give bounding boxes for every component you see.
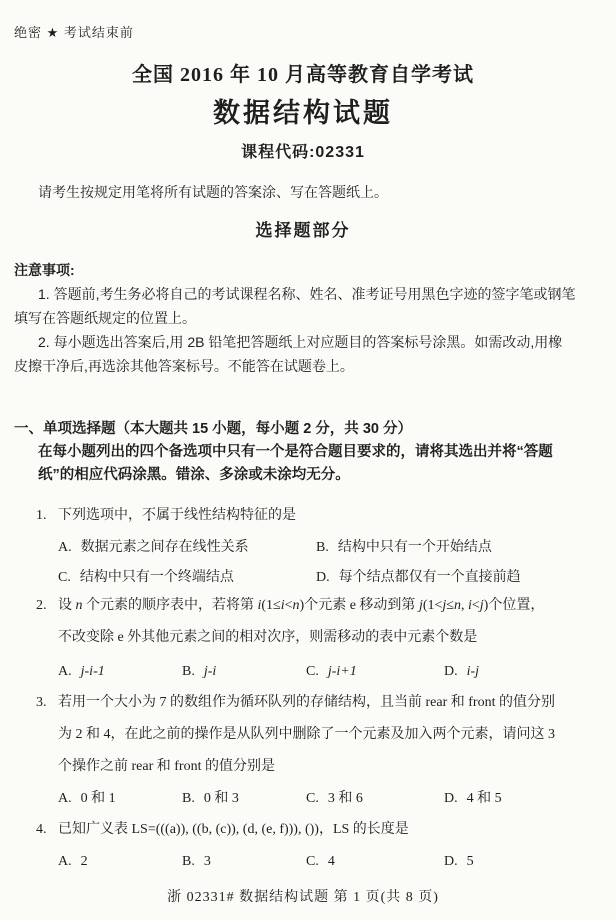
question-stem: 已知广义表 LS=(((a)), ((b, (c)), (d, (e, f))), ())，LS 的长度是 [58, 822, 409, 837]
question-stem: 个操作之前 rear 和 front 的值分别是 [58, 759, 275, 774]
option-b: B. 结构中只有一个开始结点 [316, 540, 492, 555]
emphasized-char: 不 [142, 508, 156, 523]
option-c: C. 结构中只有一个终端结点 [58, 570, 234, 585]
note-line: 皮擦干净后,再选涂其他答案标号。不能答在试题卷上。 [14, 358, 354, 374]
option-a: A. 2 [58, 854, 88, 869]
question-stem: 不改变除 e 外其他元素之间的相对次序，则需移动的表中元素个数是 [58, 630, 478, 645]
course-code: 课程代码:02331 [241, 144, 365, 161]
option-a: A. 数据元素之间存在线性关系 [58, 540, 249, 555]
question-stem: 下列选项中，不属于线性结构特征的是 [58, 508, 296, 523]
options-grid [58, 662, 592, 682]
section-part-title: 选择题部分 [255, 221, 351, 240]
page-footer: 浙 02331# 数据结构试题 第 1 页(共 8 页) [167, 890, 439, 905]
option-d: D. 5 [444, 854, 474, 869]
option-c: C. 4 [306, 854, 335, 869]
question-number: 4. [36, 822, 47, 837]
answer-sheet-instruction: 请考生按规定用笔将所有试题的答案涂、写在答题纸上。 [38, 184, 388, 200]
option-d: D. 每个结点都仅有一个直接前趋 [316, 570, 521, 585]
question-stem: 若用一个大小为 7 的数组作为循环队列的存储结构，且当前 rear 和 front 的值分别 [58, 695, 555, 710]
option-a: A. 0 和 1 [58, 791, 116, 806]
notes-title: 注意事项: [14, 262, 75, 278]
paper-title: 数据结构试题 [213, 98, 393, 128]
options-grid [58, 789, 592, 809]
section-heading-note: 在每小题列出的四个备选项中只有一个是符合题目要求的，请将其选出并将“答题 [38, 444, 553, 460]
question-stem: 为 2 和 4，在此之前的操作是从队列中删除了一个元素及加入两个元素，请问这 3 [58, 727, 555, 742]
exam-title: 全国 2016 年 10 月高等教育自学考试 [132, 64, 474, 86]
classification-banner: 绝密 ★ 考试结束前 [14, 25, 134, 40]
section-heading [14, 418, 592, 487]
question-number: 3. [36, 695, 47, 710]
option-b: B. 0 和 3 [182, 791, 239, 806]
option-c: C. 3 和 6 [306, 791, 363, 806]
section-heading-note: 纸”的相应代码涂黑。错涂、多涂或未涂均无分。 [38, 467, 350, 483]
question-3 [14, 687, 592, 809]
question-stem: 设 n 个元素的顺序表中，若将第 i(1≤i<n)个元素 e 移动到第 j(1<j≤n, i<j)个位置， [58, 598, 545, 613]
option-d: D. i-j [444, 664, 480, 679]
option-d: D. 4 和 5 [444, 791, 502, 806]
section-heading-title: 一、单项选择题（本大题共 15 小题，每小题 2 分，共 30 分） [14, 421, 412, 437]
note-line: 2. 每小题选出答案后,用 2B 铅笔把答题纸上对应题目的答案标号涂黑。如需改动,用橡 [38, 334, 563, 350]
question-4 [14, 814, 592, 872]
option-a: A. j-i-1 [58, 664, 105, 679]
option-b: B. 3 [182, 854, 211, 869]
option-b: B. j-i [182, 664, 217, 679]
question-number: 2. [36, 598, 47, 613]
question-2 [14, 590, 592, 682]
options-grid [58, 538, 592, 588]
question-number: 1. [36, 508, 47, 523]
note-line: 填写在答题纸规定的位置上。 [14, 310, 196, 326]
options-grid [58, 852, 592, 872]
note-line: 1. 答题前,考生务必将自己的考试课程名称、姓名、准考证号用黑色字迹的签字笔或钢笔 [38, 286, 576, 302]
option-c: C. j-i+1 [306, 664, 357, 679]
question-1 [14, 500, 592, 588]
notes-block [14, 258, 592, 378]
